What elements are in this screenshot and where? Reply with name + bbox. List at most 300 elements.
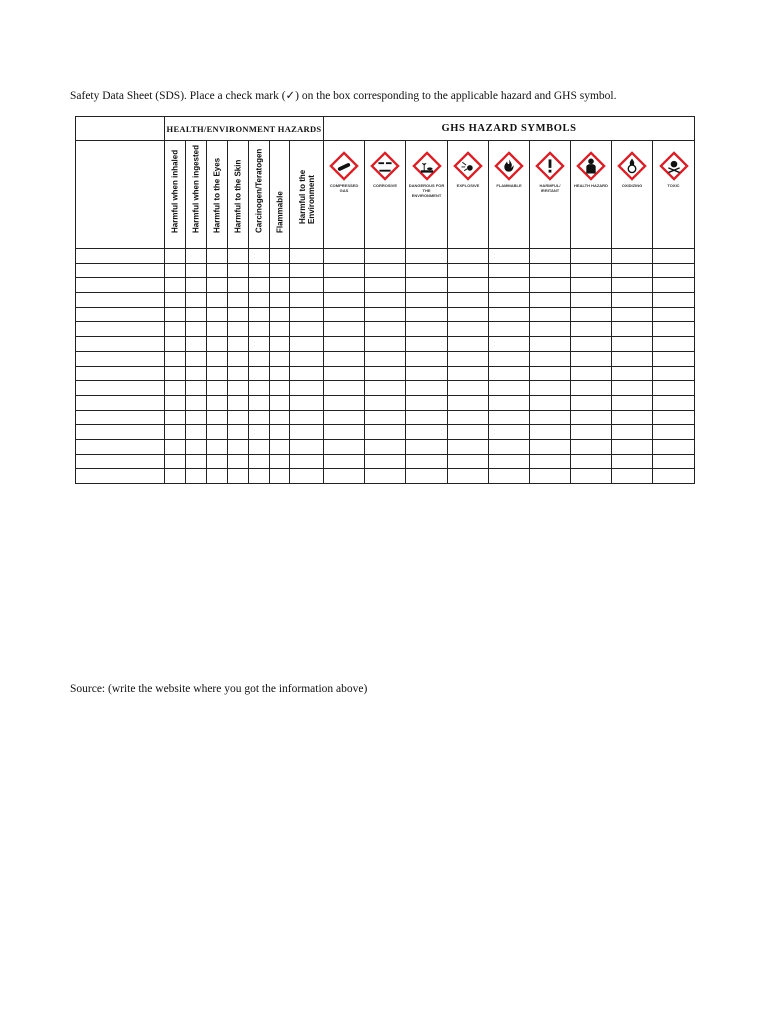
chemical-name-cell[interactable] xyxy=(76,439,165,454)
checkbox-cell[interactable] xyxy=(612,351,653,366)
checkbox-cell[interactable] xyxy=(530,249,571,264)
checkbox-cell[interactable] xyxy=(324,439,365,454)
checkbox-cell[interactable] xyxy=(571,293,612,308)
checkbox-cell[interactable] xyxy=(448,337,489,352)
checkbox-cell[interactable] xyxy=(612,366,653,381)
checkbox-cell[interactable] xyxy=(228,351,249,366)
checkbox-cell[interactable] xyxy=(489,263,530,278)
checkbox-cell[interactable] xyxy=(207,395,228,410)
checkbox-cell[interactable] xyxy=(365,351,406,366)
checkbox-cell[interactable] xyxy=(489,395,530,410)
checkbox-cell[interactable] xyxy=(653,366,695,381)
checkbox-cell[interactable] xyxy=(290,307,324,322)
checkbox-cell[interactable] xyxy=(571,351,612,366)
checkbox-cell[interactable] xyxy=(324,337,365,352)
checkbox-cell[interactable] xyxy=(489,410,530,425)
checkbox-cell[interactable] xyxy=(186,410,207,425)
checkbox-cell[interactable] xyxy=(448,307,489,322)
checkbox-cell[interactable] xyxy=(530,454,571,469)
checkbox-cell[interactable] xyxy=(571,322,612,337)
sds-table xyxy=(75,116,695,484)
checkbox-cell[interactable] xyxy=(324,395,365,410)
corner-cell xyxy=(76,117,165,141)
checkbox-cell[interactable] xyxy=(571,439,612,454)
checkbox-cell[interactable] xyxy=(186,278,207,293)
checkbox-cell[interactable] xyxy=(571,249,612,264)
checkbox-cell[interactable] xyxy=(612,410,653,425)
checkbox-cell[interactable] xyxy=(186,425,207,440)
chemical-name-cell[interactable] xyxy=(76,263,165,278)
checkbox-cell[interactable] xyxy=(249,454,270,469)
ghs-symbol-header-2 xyxy=(406,141,448,249)
checkbox-cell[interactable] xyxy=(653,469,695,484)
checkbox-cell[interactable] xyxy=(406,322,448,337)
checkbox-cell[interactable] xyxy=(530,278,571,293)
checkbox-cell[interactable] xyxy=(290,263,324,278)
checkbox-cell[interactable] xyxy=(186,322,207,337)
checkbox-cell[interactable] xyxy=(530,263,571,278)
checkbox-cell[interactable] xyxy=(270,351,290,366)
checkbox-cell[interactable] xyxy=(489,278,530,293)
checkbox-cell[interactable] xyxy=(324,263,365,278)
checkbox-cell[interactable] xyxy=(365,381,406,396)
ghs-symbol-label: HARMFUL/ IRRITANT xyxy=(539,183,561,193)
checkbox-cell[interactable] xyxy=(290,322,324,337)
checkbox-cell[interactable] xyxy=(165,366,186,381)
checkbox-cell[interactable] xyxy=(489,425,530,440)
hazard-label: Harmful to the Eyes xyxy=(212,157,222,233)
checkbox-cell[interactable] xyxy=(653,439,695,454)
checkbox-cell[interactable] xyxy=(165,263,186,278)
checkbox-cell[interactable] xyxy=(448,439,489,454)
checkbox-cell[interactable] xyxy=(612,381,653,396)
checkbox-cell[interactable] xyxy=(207,381,228,396)
checkbox-cell[interactable] xyxy=(186,307,207,322)
checkbox-cell[interactable] xyxy=(612,439,653,454)
checkbox-cell[interactable] xyxy=(530,337,571,352)
checkbox-cell[interactable] xyxy=(270,381,290,396)
checkbox-cell[interactable] xyxy=(324,366,365,381)
checkbox-cell[interactable] xyxy=(653,454,695,469)
checkbox-cell[interactable] xyxy=(448,322,489,337)
chemical-name-cell[interactable] xyxy=(76,293,165,308)
checkbox-cell[interactable] xyxy=(365,366,406,381)
chemical-name-cell[interactable] xyxy=(76,278,165,293)
checkbox-cell[interactable] xyxy=(448,469,489,484)
checkbox-cell[interactable] xyxy=(365,454,406,469)
checkbox-cell[interactable] xyxy=(270,263,290,278)
ghs-symbol-label: TOXIC xyxy=(667,183,680,188)
checkbox-cell[interactable] xyxy=(448,351,489,366)
checkbox-cell[interactable] xyxy=(186,337,207,352)
chemical-name-cell[interactable] xyxy=(76,395,165,410)
checkbox-cell[interactable] xyxy=(270,410,290,425)
checkbox-cell[interactable] xyxy=(406,425,448,440)
checkbox-cell[interactable] xyxy=(571,366,612,381)
checkbox-cell[interactable] xyxy=(186,293,207,308)
checkbox-cell[interactable] xyxy=(406,307,448,322)
checkbox-cell[interactable] xyxy=(228,425,249,440)
checkbox-cell[interactable] xyxy=(324,293,365,308)
checkbox-cell[interactable] xyxy=(165,249,186,264)
checkbox-cell[interactable] xyxy=(249,439,270,454)
checkbox-cell[interactable] xyxy=(249,469,270,484)
checkbox-cell[interactable] xyxy=(290,410,324,425)
ghs-symbol-header-1 xyxy=(365,141,406,249)
table-row xyxy=(76,410,695,425)
checkbox-cell[interactable] xyxy=(207,293,228,308)
checkbox-cell[interactable] xyxy=(530,395,571,410)
checkbox-cell[interactable] xyxy=(207,351,228,366)
chemical-name-header xyxy=(76,141,165,249)
checkbox-cell[interactable] xyxy=(324,454,365,469)
checkbox-cell[interactable] xyxy=(228,410,249,425)
checkbox-cell[interactable] xyxy=(290,381,324,396)
table-row xyxy=(76,263,695,278)
checkbox-cell[interactable] xyxy=(186,381,207,396)
chemical-name-cell[interactable] xyxy=(76,307,165,322)
checkbox-cell[interactable] xyxy=(489,249,530,264)
checkbox-cell[interactable] xyxy=(165,381,186,396)
ghs-symbol-header-7 xyxy=(612,141,653,249)
checkbox-cell[interactable] xyxy=(207,469,228,484)
checkbox-cell[interactable] xyxy=(489,337,530,352)
checkbox-cell[interactable] xyxy=(165,351,186,366)
checkbox-cell[interactable] xyxy=(186,366,207,381)
checkbox-cell[interactable] xyxy=(228,469,249,484)
checkbox-cell[interactable] xyxy=(406,469,448,484)
checkbox-cell[interactable] xyxy=(228,263,249,278)
checkbox-cell[interactable] xyxy=(249,381,270,396)
checkbox-cell[interactable] xyxy=(207,322,228,337)
checkbox-cell[interactable] xyxy=(249,307,270,322)
checkbox-cell[interactable] xyxy=(448,425,489,440)
checkbox-cell[interactable] xyxy=(290,249,324,264)
checkbox-cell[interactable] xyxy=(612,454,653,469)
checkbox-cell[interactable] xyxy=(207,249,228,264)
checkbox-cell[interactable] xyxy=(365,395,406,410)
checkbox-cell[interactable] xyxy=(207,366,228,381)
checkbox-cell[interactable] xyxy=(365,439,406,454)
checkbox-cell[interactable] xyxy=(165,410,186,425)
checkbox-cell[interactable] xyxy=(653,381,695,396)
checkbox-cell[interactable] xyxy=(406,439,448,454)
table-row xyxy=(76,395,695,410)
checkbox-cell[interactable] xyxy=(324,381,365,396)
checkbox-cell[interactable] xyxy=(406,410,448,425)
checkbox-cell[interactable] xyxy=(365,307,406,322)
checkbox-cell[interactable] xyxy=(165,395,186,410)
checkbox-cell[interactable] xyxy=(612,425,653,440)
checkbox-cell[interactable] xyxy=(448,366,489,381)
table-row xyxy=(76,425,695,440)
table-row xyxy=(76,278,695,293)
checkbox-cell[interactable] xyxy=(571,278,612,293)
checkbox-cell[interactable] xyxy=(612,263,653,278)
checkbox-cell[interactable] xyxy=(228,293,249,308)
checkbox-cell[interactable] xyxy=(571,469,612,484)
checkbox-cell[interactable] xyxy=(324,410,365,425)
checkbox-cell[interactable] xyxy=(406,278,448,293)
checkbox-cell[interactable] xyxy=(186,249,207,264)
checkbox-cell[interactable] xyxy=(612,307,653,322)
checkbox-cell[interactable] xyxy=(489,366,530,381)
checkbox-cell[interactable] xyxy=(207,454,228,469)
checkbox-cell[interactable] xyxy=(530,307,571,322)
checkbox-cell[interactable] xyxy=(186,351,207,366)
checkbox-cell[interactable] xyxy=(406,351,448,366)
checkbox-cell[interactable] xyxy=(324,351,365,366)
checkbox-cell[interactable] xyxy=(612,293,653,308)
hazard-label: Harmful to the Environment xyxy=(297,169,316,224)
checkbox-cell[interactable] xyxy=(228,278,249,293)
checkbox-cell[interactable] xyxy=(249,263,270,278)
checkbox-cell[interactable] xyxy=(228,439,249,454)
checkbox-cell[interactable] xyxy=(365,410,406,425)
checkbox-cell[interactable] xyxy=(571,307,612,322)
checkbox-cell[interactable] xyxy=(249,293,270,308)
checkbox-cell[interactable] xyxy=(653,410,695,425)
checkbox-cell[interactable] xyxy=(324,322,365,337)
checkbox-cell[interactable] xyxy=(165,322,186,337)
chemical-name-cell[interactable] xyxy=(76,351,165,366)
checkbox-cell[interactable] xyxy=(290,469,324,484)
checkbox-cell[interactable] xyxy=(448,395,489,410)
checkbox-cell[interactable] xyxy=(530,439,571,454)
checkbox-cell[interactable] xyxy=(571,410,612,425)
table-row xyxy=(76,337,695,352)
checkbox-cell[interactable] xyxy=(290,278,324,293)
checkbox-cell[interactable] xyxy=(207,410,228,425)
checkbox-cell[interactable] xyxy=(186,263,207,278)
checkbox-cell[interactable] xyxy=(270,454,290,469)
checkbox-cell[interactable] xyxy=(165,307,186,322)
checkbox-cell[interactable] xyxy=(270,469,290,484)
checkbox-cell[interactable] xyxy=(249,337,270,352)
skull-crossbones-icon xyxy=(659,151,689,181)
checkbox-cell[interactable] xyxy=(489,293,530,308)
checkbox-cell[interactable] xyxy=(270,278,290,293)
chemical-name-cell[interactable] xyxy=(76,381,165,396)
checkbox-cell[interactable] xyxy=(290,351,324,366)
checkbox-cell[interactable] xyxy=(571,454,612,469)
chemical-name-cell[interactable] xyxy=(76,425,165,440)
checkbox-cell[interactable] xyxy=(406,381,448,396)
checkbox-cell[interactable] xyxy=(270,322,290,337)
checkbox-cell[interactable] xyxy=(290,439,324,454)
ghs-symbol-label: COMPRESSED GAS xyxy=(329,183,359,193)
checkbox-cell[interactable] xyxy=(228,454,249,469)
checkbox-cell[interactable] xyxy=(612,278,653,293)
checkbox-cell[interactable] xyxy=(530,410,571,425)
checkbox-cell[interactable] xyxy=(290,454,324,469)
checkbox-cell[interactable] xyxy=(365,263,406,278)
checkbox-cell[interactable] xyxy=(365,337,406,352)
checkbox-cell[interactable] xyxy=(653,425,695,440)
chemical-name-cell[interactable] xyxy=(76,469,165,484)
checkbox-cell[interactable] xyxy=(489,307,530,322)
checkbox-cell[interactable] xyxy=(406,249,448,264)
checkbox-cell[interactable] xyxy=(530,425,571,440)
checkbox-cell[interactable] xyxy=(571,337,612,352)
checkbox-cell[interactable] xyxy=(207,425,228,440)
table-row xyxy=(76,454,695,469)
checkbox-cell[interactable] xyxy=(324,307,365,322)
checkbox-cell[interactable] xyxy=(165,425,186,440)
checkbox-cell[interactable] xyxy=(270,307,290,322)
checkbox-cell[interactable] xyxy=(612,395,653,410)
checkbox-cell[interactable] xyxy=(270,366,290,381)
checkbox-cell[interactable] xyxy=(406,337,448,352)
checkbox-cell[interactable] xyxy=(186,469,207,484)
chemical-name-cell[interactable] xyxy=(76,322,165,337)
hazard-label: Harmful when inhaled xyxy=(170,149,180,233)
checkbox-cell[interactable] xyxy=(571,395,612,410)
checkbox-cell[interactable] xyxy=(530,322,571,337)
source-line: Source: (write the website where you got the information above) xyxy=(70,683,368,695)
checkbox-cell[interactable] xyxy=(207,263,228,278)
checkbox-cell[interactable] xyxy=(653,351,695,366)
checkbox-cell[interactable] xyxy=(489,322,530,337)
checkbox-cell[interactable] xyxy=(324,278,365,293)
checkbox-cell[interactable] xyxy=(207,439,228,454)
hazard-header-0 xyxy=(165,141,186,249)
checkbox-cell[interactable] xyxy=(653,322,695,337)
table-row xyxy=(76,366,695,381)
checkbox-cell[interactable] xyxy=(324,249,365,264)
checkbox-cell[interactable] xyxy=(530,366,571,381)
checkbox-cell[interactable] xyxy=(270,249,290,264)
chemical-name-cell[interactable] xyxy=(76,337,165,352)
checkbox-cell[interactable] xyxy=(365,425,406,440)
checkbox-cell[interactable] xyxy=(612,322,653,337)
checkbox-cell[interactable] xyxy=(653,395,695,410)
checkbox-cell[interactable] xyxy=(290,337,324,352)
checkbox-cell[interactable] xyxy=(448,410,489,425)
checkbox-cell[interactable] xyxy=(489,351,530,366)
checkbox-cell[interactable] xyxy=(324,469,365,484)
checkbox-cell[interactable] xyxy=(228,249,249,264)
checkbox-cell[interactable] xyxy=(489,454,530,469)
checkbox-cell[interactable] xyxy=(653,307,695,322)
checkbox-cell[interactable] xyxy=(406,366,448,381)
checkbox-cell[interactable] xyxy=(653,263,695,278)
checkbox-cell[interactable] xyxy=(165,293,186,308)
checkbox-cell[interactable] xyxy=(249,249,270,264)
checkbox-cell[interactable] xyxy=(228,322,249,337)
checkbox-cell[interactable] xyxy=(249,395,270,410)
checkbox-cell[interactable] xyxy=(530,293,571,308)
checkbox-cell[interactable] xyxy=(489,469,530,484)
checkbox-cell[interactable] xyxy=(653,337,695,352)
table-row xyxy=(76,439,695,454)
checkbox-cell[interactable] xyxy=(612,337,653,352)
checkbox-cell[interactable] xyxy=(228,337,249,352)
checkbox-cell[interactable] xyxy=(448,381,489,396)
exploding-bomb-icon xyxy=(453,151,483,181)
checkbox-cell[interactable] xyxy=(612,249,653,264)
checkbox-cell[interactable] xyxy=(530,381,571,396)
checkbox-cell[interactable] xyxy=(249,410,270,425)
checkbox-cell[interactable] xyxy=(249,425,270,440)
hazard-label: Carcinogen/Teratogen xyxy=(254,148,264,233)
checkbox-cell[interactable] xyxy=(249,278,270,293)
checkbox-cell[interactable] xyxy=(249,351,270,366)
table-row xyxy=(76,322,695,337)
checkbox-cell[interactable] xyxy=(270,439,290,454)
checkbox-cell[interactable] xyxy=(489,439,530,454)
checkbox-cell[interactable] xyxy=(228,366,249,381)
checkbox-cell[interactable] xyxy=(228,395,249,410)
checkbox-cell[interactable] xyxy=(207,278,228,293)
checkbox-cell[interactable] xyxy=(448,263,489,278)
checkbox-cell[interactable] xyxy=(324,425,365,440)
checkbox-cell[interactable] xyxy=(186,395,207,410)
checkbox-cell[interactable] xyxy=(653,278,695,293)
checkbox-cell[interactable] xyxy=(489,381,530,396)
checkbox-cell[interactable] xyxy=(571,425,612,440)
checkbox-cell[interactable] xyxy=(228,307,249,322)
checkbox-cell[interactable] xyxy=(365,249,406,264)
table-row xyxy=(76,381,695,396)
checkbox-cell[interactable] xyxy=(270,395,290,410)
checkbox-cell[interactable] xyxy=(290,395,324,410)
checkbox-cell[interactable] xyxy=(290,366,324,381)
checkbox-cell[interactable] xyxy=(186,439,207,454)
checkbox-cell[interactable] xyxy=(406,293,448,308)
chemical-name-cell[interactable] xyxy=(76,410,165,425)
checkbox-cell[interactable] xyxy=(249,366,270,381)
checkbox-cell[interactable] xyxy=(406,454,448,469)
checkbox-cell[interactable] xyxy=(270,293,290,308)
checkbox-cell[interactable] xyxy=(406,395,448,410)
checkbox-cell[interactable] xyxy=(571,263,612,278)
checkbox-cell[interactable] xyxy=(448,278,489,293)
checkbox-cell[interactable] xyxy=(270,425,290,440)
checkbox-cell[interactable] xyxy=(448,454,489,469)
checkbox-cell[interactable] xyxy=(165,454,186,469)
checkbox-cell[interactable] xyxy=(530,469,571,484)
checkbox-cell[interactable] xyxy=(448,249,489,264)
chemical-name-cell[interactable] xyxy=(76,366,165,381)
checkbox-cell[interactable] xyxy=(249,322,270,337)
checkbox-cell[interactable] xyxy=(365,322,406,337)
checkbox-cell[interactable] xyxy=(290,293,324,308)
checkbox-cell[interactable] xyxy=(571,381,612,396)
checkbox-cell[interactable] xyxy=(165,469,186,484)
checkbox-cell[interactable] xyxy=(165,278,186,293)
checkbox-cell[interactable] xyxy=(653,249,695,264)
checkbox-cell[interactable] xyxy=(448,293,489,308)
checkbox-cell[interactable] xyxy=(270,337,290,352)
checkbox-cell[interactable] xyxy=(207,307,228,322)
checkbox-cell[interactable] xyxy=(165,337,186,352)
chemical-name-cell[interactable] xyxy=(76,249,165,264)
checkbox-cell[interactable] xyxy=(530,351,571,366)
chemical-name-cell[interactable] xyxy=(76,454,165,469)
checkbox-cell[interactable] xyxy=(653,293,695,308)
checkbox-cell[interactable] xyxy=(365,293,406,308)
checkbox-cell[interactable] xyxy=(612,469,653,484)
checkbox-cell[interactable] xyxy=(186,454,207,469)
checkbox-cell[interactable] xyxy=(365,469,406,484)
checkbox-cell[interactable] xyxy=(365,278,406,293)
checkbox-cell[interactable] xyxy=(165,439,186,454)
checkbox-cell[interactable] xyxy=(406,263,448,278)
checkbox-cell[interactable] xyxy=(228,381,249,396)
checkbox-cell[interactable] xyxy=(290,425,324,440)
checkbox-cell[interactable] xyxy=(207,337,228,352)
